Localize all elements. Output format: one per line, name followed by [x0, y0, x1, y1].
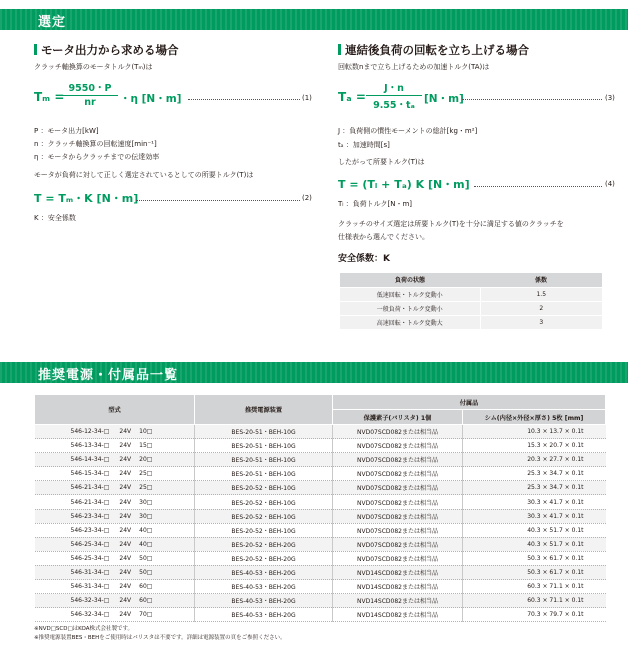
model-size: 50□ — [139, 568, 153, 576]
cell-model — [35, 425, 195, 439]
cell-power: BES-20-51・BEH-10G — [195, 439, 333, 453]
safety-factor-table — [340, 273, 602, 330]
model-number: 546-23-34-□ — [70, 512, 110, 520]
eq4: T = (Tₗ + Tₐ) K [N・m] — [338, 178, 470, 191]
cell-model — [35, 453, 195, 467]
cell-power: BES-20-51・BEH-10G — [195, 453, 333, 467]
section-title-power-supply: 推奨電源・付属品一覧 — [38, 368, 179, 383]
table-row — [35, 453, 606, 467]
cell-varistor: NVD14SCD082または相当品 — [333, 580, 463, 594]
model-number: 546-21-34-□ — [70, 484, 110, 492]
safety-cell: 低速回転・トルク変動小 — [340, 287, 480, 301]
header-model: 型式 — [35, 395, 195, 425]
model-number: 546-25-34-□ — [70, 540, 110, 548]
model-voltage: 24V — [119, 526, 132, 534]
eq2-leader-dots — [136, 200, 300, 201]
cell-power: BES-20-52・BEH-10G — [195, 509, 333, 523]
table-row — [35, 509, 606, 523]
table-row — [35, 551, 606, 565]
cell-power: BES-20-52・BEH-10G — [195, 495, 333, 509]
model-size: 25□ — [139, 484, 153, 492]
footnote-koa: ※NVD□SCD□はKOA株式会社製です。 — [34, 626, 134, 632]
cell-varistor: NVD07SCD082または相当品 — [333, 439, 463, 453]
header-varistor: 保護素子(バリスタ) 1個 — [333, 410, 463, 425]
cell-power: BES-40-53・BEH-20G — [195, 594, 333, 608]
cell-model — [35, 565, 195, 579]
cell-power: BES-20-51・BEH-10G — [195, 467, 333, 481]
cell-shim: 60.3 × 71.1 × 0.1t — [463, 594, 606, 608]
model-number: 546-23-34-□ — [70, 526, 110, 534]
cell-varistor: NVD07SCD082または相当品 — [333, 453, 463, 467]
table-row — [35, 523, 606, 537]
model-number: 546-12-34-□ — [70, 428, 110, 436]
model-size: 30□ — [139, 498, 153, 506]
model-size: 50□ — [139, 554, 153, 562]
eq2: T = Tₘ・K [N・m] — [34, 192, 139, 205]
cell-shim: 30.3 × 41.7 × 0.1t — [463, 509, 606, 523]
model-number: 546-21-34-□ — [70, 498, 110, 506]
model-size: 60□ — [139, 583, 153, 591]
table-row — [35, 425, 606, 439]
cell-shim: 25.3 × 34.7 × 0.1t — [463, 467, 606, 481]
left-mid-text: モータが負荷に対して正しく選定されているとしての所要トルク(T)は — [34, 171, 254, 179]
right-intro: 回転数nまで立ち上げるための加速トルク(TA)は — [338, 63, 490, 71]
eq3-numerator: J・n — [366, 80, 422, 96]
model-voltage: 24V — [119, 597, 132, 605]
model-size: 15□ — [139, 442, 153, 450]
table-row — [35, 608, 606, 622]
safety-cell: 2 — [480, 301, 602, 315]
table-row — [35, 537, 606, 551]
right-mid-text: したがって所要トルク(T)は — [338, 158, 425, 166]
cell-model — [35, 608, 195, 622]
model-voltage: 24V — [119, 442, 132, 450]
cell-power: BES-40-53・BEH-20G — [195, 608, 333, 622]
model-voltage: 24V — [119, 512, 132, 520]
model-number: 546-31-34-□ — [70, 583, 110, 591]
table-row — [35, 467, 606, 481]
model-voltage: 24V — [119, 484, 132, 492]
eq3-lhs: Tₐ = — [338, 90, 366, 104]
model-size: 10□ — [139, 428, 153, 436]
table-row — [35, 481, 606, 495]
footnote-varistor: ※推奨電源装置BES・BEHをご使用時はバリスタは不要です。詳細は電源装置の頁をご参照ください。 — [34, 635, 286, 641]
def-j: J ：負荷側の慣性モーメントの総計[kg・m²] — [338, 127, 478, 135]
safety-cell: 3 — [480, 315, 602, 329]
model-size: 40□ — [139, 526, 153, 534]
model-voltage: 24V — [119, 568, 132, 576]
eq4-leader-dots — [474, 186, 602, 187]
cell-shim: 50.3 × 61.7 × 0.1t — [463, 551, 606, 565]
model-voltage: 24V — [119, 428, 132, 436]
header-power: 推奨電源装置 — [195, 395, 333, 425]
table-row — [35, 439, 606, 453]
power-supply-table — [34, 394, 606, 622]
def-tl: Tₗ ：負荷トルク[N・m] — [338, 200, 413, 208]
cell-shim: 60.3 × 71.1 × 0.1t — [463, 580, 606, 594]
left-intro: クラッチ軸換算のモータトルク(Tₘ)は — [34, 63, 153, 71]
model-voltage: 24V — [119, 611, 132, 619]
eq1-leader-dots — [188, 99, 300, 100]
model-voltage: 24V — [119, 554, 132, 562]
cell-power: BES-20-52・BEH-10G — [195, 523, 333, 537]
right-heading: 連結後負荷の回転を立ち上げる場合 — [338, 42, 529, 58]
cell-shim: 15.3 × 20.7 × 0.1t — [463, 439, 606, 453]
model-size: 25□ — [139, 470, 153, 478]
model-number: 546-13-34-□ — [70, 442, 110, 450]
model-number: 546-32-34-□ — [70, 611, 110, 619]
cell-model — [35, 580, 195, 594]
cell-model — [35, 537, 195, 551]
model-size: 40□ — [139, 540, 153, 548]
cell-model — [35, 509, 195, 523]
cell-model — [35, 495, 195, 509]
eq3-rest: [N・m] — [424, 93, 464, 105]
cell-varistor: NVD07SCD082または相当品 — [333, 537, 463, 551]
model-voltage: 24V — [119, 456, 132, 464]
header-accessories: 付属品 — [333, 395, 606, 410]
eq3-denominator: 9.55・tₐ — [373, 100, 415, 111]
cell-power: BES-40-53・BEH-20G — [195, 580, 333, 594]
eq1-rest: ・η [N・m] — [120, 93, 182, 105]
eq3-ref: (3) — [605, 94, 615, 102]
eq1-fraction — [62, 80, 118, 108]
cell-varistor: NVD07SCD082または相当品 — [333, 425, 463, 439]
cell-varistor: NVD14SCD082または相当品 — [333, 608, 463, 622]
cell-power: BES-20-52・BEH-20G — [195, 537, 333, 551]
cell-model — [35, 594, 195, 608]
def-p: P ：モータ出力[kW] — [34, 127, 99, 135]
cell-varistor: NVD07SCD082または相当品 — [333, 495, 463, 509]
cell-model — [35, 481, 195, 495]
cell-shim: 50.3 × 61.7 × 0.1t — [463, 565, 606, 579]
cell-shim: 25.3 × 34.7 × 0.1t — [463, 481, 606, 495]
model-voltage: 24V — [119, 540, 132, 548]
cell-varistor: NVD07SCD082または相当品 — [333, 523, 463, 537]
model-voltage: 24V — [119, 498, 132, 506]
cell-shim: 20.3 × 27.7 × 0.1t — [463, 453, 606, 467]
table-row — [35, 495, 606, 509]
eq3-fraction — [366, 80, 422, 111]
safety-cell: 一般負荷・トルク変動小 — [340, 301, 480, 315]
eq1-ref: (1) — [302, 94, 312, 102]
cell-shim: 40.3 × 51.7 × 0.1t — [463, 537, 606, 551]
model-number: 546-25-34-□ — [70, 554, 110, 562]
eq1-numerator: 9550・P — [62, 80, 118, 96]
cell-varistor: NVD14SCD082または相当品 — [333, 594, 463, 608]
cell-power: BES-20-52・BEH-10G — [195, 481, 333, 495]
cell-model — [35, 439, 195, 453]
cell-power: BES-40-53・BEH-20G — [195, 565, 333, 579]
cell-shim: 30.3 × 41.7 × 0.1t — [463, 495, 606, 509]
safety-cell: 高速回転・トルク変動大 — [340, 315, 480, 329]
header-shim: シム(内径×外径×厚さ) 5枚 [mm] — [463, 410, 606, 425]
size-para-line2: 仕様表から選んでください。 — [338, 233, 429, 241]
model-number: 546-31-34-□ — [70, 568, 110, 576]
cell-model — [35, 467, 195, 481]
model-size: 20□ — [139, 456, 153, 464]
safety-cell: 1.5 — [480, 287, 602, 301]
def-ta: tₐ ：加速時間[s] — [338, 141, 390, 149]
model-number: 546-15-34-□ — [70, 470, 110, 478]
section-band-selection — [0, 9, 628, 30]
cell-shim: 10.3 × 13.7 × 0.1t — [463, 425, 606, 439]
cell-model — [35, 551, 195, 565]
model-size: 60□ — [139, 597, 153, 605]
eq1-lhs: Tₘ = — [34, 90, 65, 104]
safety-header-factor: 係数 — [480, 273, 602, 287]
def-eta: η ：モータからクラッチまでの伝達効率 — [34, 153, 160, 161]
model-size: 70□ — [139, 611, 153, 619]
section-band-power-supply — [0, 362, 628, 383]
cell-shim: 40.3 × 51.7 × 0.1t — [463, 523, 606, 537]
cell-power: BES-20-51・BEH-10G — [195, 425, 333, 439]
cell-varistor: NVD07SCD082または相当品 — [333, 467, 463, 481]
safety-header-load: 負荷の状態 — [340, 273, 480, 287]
eq4-ref: (4) — [605, 180, 615, 188]
model-voltage: 24V — [119, 470, 132, 478]
cell-varistor: NVD14SCD082または相当品 — [333, 565, 463, 579]
table-row — [35, 580, 606, 594]
table-row — [35, 594, 606, 608]
def-k: K ：安全係数 — [34, 214, 76, 222]
cell-varistor: NVD07SCD082または相当品 — [333, 551, 463, 565]
model-voltage: 24V — [119, 583, 132, 591]
safety-factor-title: 安全係数：K — [338, 254, 390, 264]
model-number: 546-14-34-□ — [70, 456, 110, 464]
cell-model — [35, 523, 195, 537]
cell-shim: 70.3 × 79.7 × 0.1t — [463, 608, 606, 622]
eq2-ref: (2) — [302, 194, 312, 202]
cell-varistor: NVD07SCD082または相当品 — [333, 509, 463, 523]
cell-varistor: NVD07SCD082または相当品 — [333, 481, 463, 495]
def-n: n ：クラッチ軸換算の回転速度[min⁻¹] — [34, 140, 157, 148]
model-number: 546-32-34-□ — [70, 597, 110, 605]
left-heading: モータ出力から求める場合 — [34, 42, 179, 58]
table-row — [35, 565, 606, 579]
section-title-selection: 選定 — [38, 15, 67, 30]
cell-power: BES-20-52・BEH-20G — [195, 551, 333, 565]
eq3-leader-dots — [462, 99, 602, 100]
model-size: 30□ — [139, 512, 153, 520]
size-para-line1: クラッチのサイズ選定は所要トルク(T)を十分に満足する値のクラッチを — [338, 220, 564, 228]
eq1-denominator: nr — [84, 97, 96, 108]
